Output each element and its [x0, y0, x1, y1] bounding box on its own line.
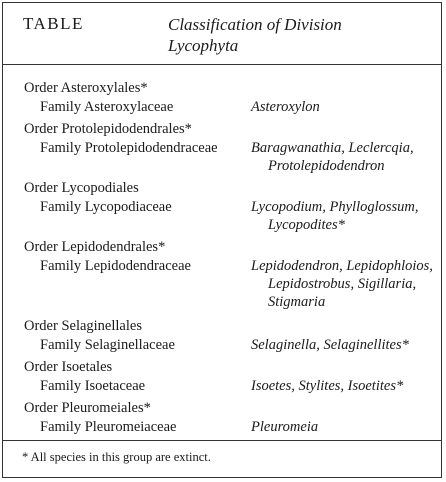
genera-line: Lycopodium, Phylloglossum,	[251, 199, 419, 215]
table-title-line-1: Classification of Division	[168, 15, 342, 34]
genera-line: Isoetes, Stylites, Isoetites*	[251, 378, 404, 394]
order-name: Order Selaginellales	[24, 318, 142, 334]
order-name: Order Pleuromeiales*	[24, 400, 151, 416]
genera-line: Stigmaria	[268, 294, 326, 310]
genera-list	[251, 257, 436, 311]
classification-table	[2, 2, 442, 478]
footnote: * All species in this group are extinct.	[22, 450, 211, 464]
genera-list	[251, 139, 436, 175]
table-label: TABLE	[23, 14, 84, 33]
table-title	[168, 14, 342, 56]
family-name: Family Pleuromeiaceae	[40, 419, 177, 435]
genera-line: Lycopodites*	[268, 217, 345, 233]
family-name: Family Lepidodendraceae	[40, 258, 191, 274]
table-footer	[3, 440, 441, 479]
genera-list	[251, 336, 436, 354]
family-name: Family Asteroxylaceae	[40, 99, 174, 115]
genera-line: Baragwanathia, Leclercqia,	[251, 140, 414, 156]
genera-line: Protolepidodendron	[268, 158, 385, 174]
table-title-line-2: Lycophyta	[168, 36, 239, 55]
genera-line: Lepidodendron, Lepidophloios,	[251, 258, 433, 274]
table-header	[3, 3, 441, 65]
genera-list	[251, 98, 436, 116]
genera-list	[251, 198, 436, 234]
genera-line: Pleuromeia	[251, 419, 319, 435]
family-name: Family Isoetaceae	[40, 378, 146, 394]
genera-line: Selaginella, Selaginellites*	[251, 337, 409, 353]
family-name: Family Lycopodiaceae	[40, 199, 172, 215]
genera-list	[251, 377, 436, 395]
order-name: Order Protolepidodendrales*	[24, 121, 192, 137]
order-name: Order Lepidodendrales*	[24, 239, 166, 255]
family-name: Family Selaginellaceae	[40, 337, 175, 353]
genera-line: Asteroxylon	[251, 99, 320, 115]
family-name: Family Protolepidodendraceae	[40, 140, 218, 156]
genera-list	[251, 418, 436, 436]
order-name: Order Asteroxylales*	[24, 80, 148, 96]
order-name: Order Lycopodiales	[24, 180, 139, 196]
order-name: Order Isoetales	[24, 359, 113, 375]
genera-line: Lepidostrobus, Sigillaria,	[268, 276, 417, 292]
